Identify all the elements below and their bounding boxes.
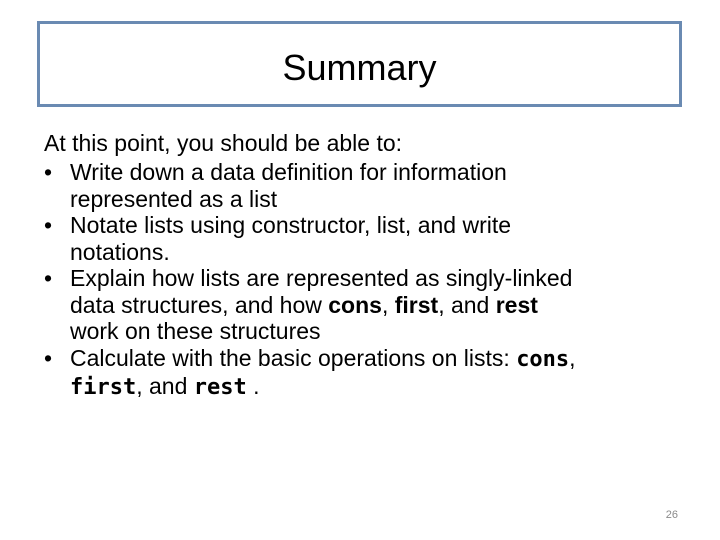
bullet-icon: • <box>44 265 53 291</box>
code-cons: cons <box>516 346 570 372</box>
bullet-2-line-1: Notate lists using constructor, list, and write <box>70 212 512 238</box>
bullet-item-representation <box>44 265 576 345</box>
keyword-cons: cons <box>328 291 382 318</box>
bullet-2-line-2: notations. <box>70 238 170 265</box>
bullet-icon: • <box>44 212 53 238</box>
separator: , and <box>438 291 496 318</box>
slide-title: Summary <box>282 47 437 88</box>
bullet-item-calculate <box>44 345 576 402</box>
bullet-3-text: data structures, and how <box>70 291 329 318</box>
bullet-4-line-1 <box>70 345 576 374</box>
code-first: first <box>70 375 137 400</box>
separator: , and <box>136 373 194 399</box>
bullet-3-line-2 <box>70 292 576 319</box>
bullet-item-notations <box>44 212 576 265</box>
title-box <box>37 21 682 107</box>
bullet-icon: • <box>44 344 53 371</box>
bullet-icon: • <box>44 159 53 185</box>
intro-text: At this point, you should be able to: <box>44 130 403 156</box>
bullet-3-line-3: work on these structures <box>70 318 321 344</box>
separator: , <box>381 291 395 318</box>
bullet-1-line-2: represented as a list <box>70 185 278 212</box>
separator: , <box>569 344 576 371</box>
page-number: 26 <box>665 509 678 521</box>
bullet-item-data-definition <box>44 159 576 212</box>
bullet-4-text: Calculate with the basic operations on lists: <box>70 344 517 371</box>
bullet-list <box>44 159 576 402</box>
bullet-4-line-2 <box>70 373 576 402</box>
period: . <box>246 373 260 399</box>
code-rest: rest <box>193 375 247 400</box>
bullet-3-line-1: Explain how lists are represented as singly-linked <box>70 265 573 291</box>
keyword-first: first <box>394 291 439 318</box>
bullet-1-line-1: Write down a data definition for information <box>70 159 507 185</box>
keyword-rest: rest <box>495 291 538 318</box>
